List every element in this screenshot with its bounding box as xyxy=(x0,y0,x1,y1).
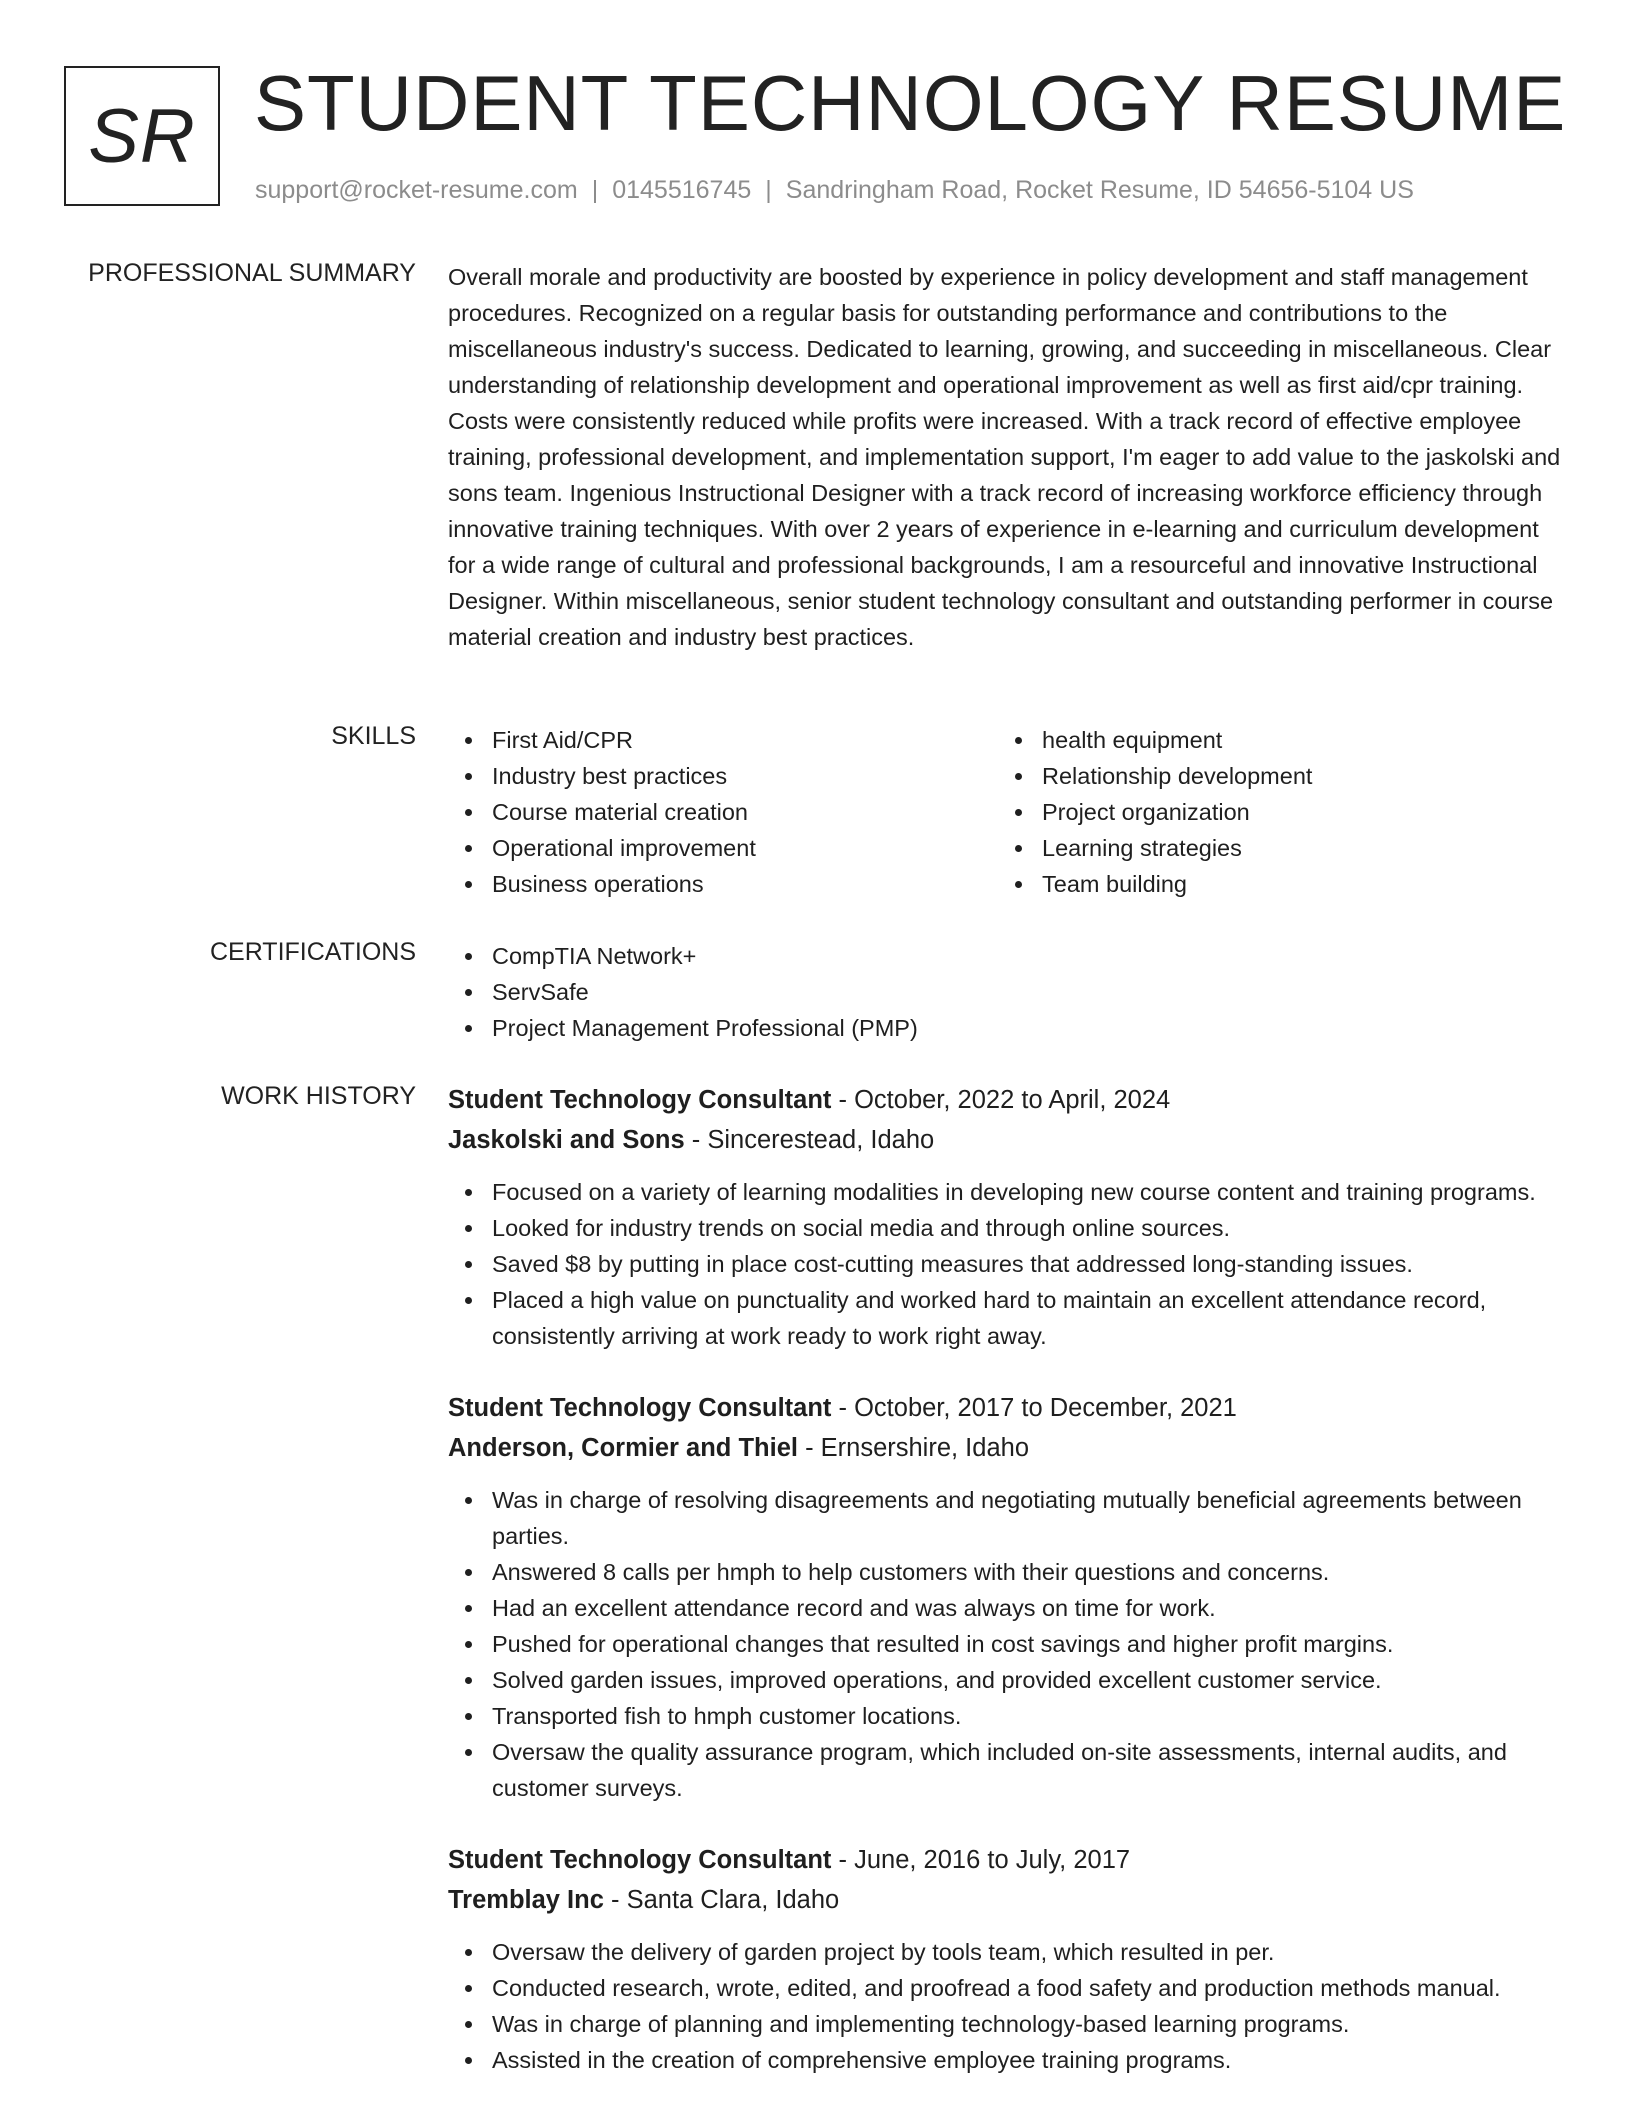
job-bullet: Conducted research, wrote, edited, and proofread a food safety and production methods manual. xyxy=(492,1970,1568,2006)
job-bullet: Answered 8 calls per hmph to help customers with their questions and concerns. xyxy=(492,1554,1568,1590)
job-bullet: Oversaw the quality assurance program, which included on-site assessments, internal audits, and customer surveys. xyxy=(492,1734,1568,1806)
summary-body xyxy=(448,259,1568,655)
certification-item: ServSafe xyxy=(492,974,1568,1010)
job-bullet: Saved $8 by putting in place cost-cutting measures that addressed long-standing issues. xyxy=(492,1246,1568,1282)
section-label-work-history: WORK HISTORY xyxy=(221,1082,416,1110)
job-title: Student Technology Consultant xyxy=(448,1846,832,1874)
job-dates: - October, 2022 to April, 2024 xyxy=(838,1086,1171,1114)
job-company: Anderson, Cormier and Thiel xyxy=(448,1434,798,1462)
skill-item: Operational improvement xyxy=(492,830,998,866)
skills-column-left xyxy=(448,722,998,902)
skill-item: Business operations xyxy=(492,866,998,902)
job-dates: - October, 2017 to December, 2021 xyxy=(838,1394,1237,1422)
contact-line xyxy=(255,176,1414,205)
skill-item: Team building xyxy=(1042,866,1548,902)
job-bullet: Looked for industry trends on social media and through online sources. xyxy=(492,1210,1568,1246)
job-bullet: Pushed for operational changes that resulted in cost savings and higher profit margins. xyxy=(492,1626,1568,1662)
contact-separator: | xyxy=(765,176,772,204)
skill-item: Relationship development xyxy=(1042,758,1548,794)
job-location: - Sincerestead, Idaho xyxy=(691,1126,935,1154)
summary-text: Overall morale and productivity are boosted by experience in policy development and staff management procedures. Recognized on a regular basis for outstanding performance and contributions to the miscellaneous industry's success. Dedicated to learning, growing, and succeeding in miscellaneous. Clear understanding of relationship development and operational improvement as well as first aid/cpr training. Costs were consistently reduced while profits were increased. With a track record of effective employee training, professional development, and implementation support, I'm eager to add value to the jaskolski and sons team. Ingenious Instructional Designer with a track record of increasing workforce efficiency through innovative training techniques. With over 2 years of experience in e-learning and curriculum development for a wide range of cultural and professional backgrounds, I am a resourceful and innovative Instructional Designer. Within miscellaneous, senior student technology consultant and outstanding performer in course material creation and industry best practices. xyxy=(448,264,1561,650)
job-dates: - June, 2016 to July, 2017 xyxy=(838,1846,1131,1874)
job-bullets xyxy=(448,1174,1568,1354)
job-title: Student Technology Consultant xyxy=(448,1086,832,1114)
skills-grid xyxy=(448,722,1568,902)
job-location: - Santa Clara, Idaho xyxy=(611,1886,840,1914)
skill-item: Project organization xyxy=(1042,794,1548,830)
job-company-line xyxy=(448,1880,1568,1920)
job-entry xyxy=(448,1388,1568,1806)
skills-list-left xyxy=(448,722,998,902)
certifications-list xyxy=(448,938,1568,1046)
skill-item: health equipment xyxy=(1042,722,1548,758)
skills-list-right xyxy=(998,722,1548,902)
section-label-skills: SKILLS xyxy=(331,722,416,750)
job-company-line xyxy=(448,1428,1568,1468)
job-bullet: Assisted in the creation of comprehensive employee training programs. xyxy=(492,2042,1568,2078)
skills-column-right xyxy=(998,722,1548,902)
contact-separator: | xyxy=(591,176,599,204)
job-bullets xyxy=(448,1482,1568,1806)
section-label-summary: PROFESSIONAL SUMMARY xyxy=(88,259,416,287)
job-bullet: Transported fish to hmph customer locations. xyxy=(492,1698,1568,1734)
skill-item: Learning strategies xyxy=(1042,830,1548,866)
job-title-line xyxy=(448,1388,1568,1428)
job-company: Jaskolski and Sons xyxy=(448,1126,685,1154)
job-title-line xyxy=(448,1080,1568,1120)
job-bullet: Focused on a variety of learning modalities in developing new course content and training programs. xyxy=(492,1174,1568,1210)
job-bullet: Placed a high value on punctuality and worked hard to maintain an excellent attendance record, consistently arriving at work ready to work right away. xyxy=(492,1282,1568,1354)
certification-item: CompTIA Network+ xyxy=(492,938,1568,974)
job-bullets xyxy=(448,1934,1568,2078)
job-title: Student Technology Consultant xyxy=(448,1394,832,1422)
job-bullet: Solved garden issues, improved operations, and provided excellent customer service. xyxy=(492,1662,1568,1698)
job-location: - Ernsershire, Idaho xyxy=(805,1434,1029,1462)
certification-item: Project Management Professional (PMP) xyxy=(492,1010,1568,1046)
section-label-certifications: CERTIFICATIONS xyxy=(209,938,416,966)
job-entry xyxy=(448,1840,1568,2078)
job-bullet: Had an excellent attendance record and was always on time for work. xyxy=(492,1590,1568,1626)
skill-item: Industry best practices xyxy=(492,758,998,794)
job-title-line xyxy=(448,1840,1568,1880)
skills-body xyxy=(448,722,1568,902)
job-entry xyxy=(448,1080,1568,1354)
contact-address: Sandringham Road, Rocket Resume, ID 54656-5104 US xyxy=(785,176,1414,204)
contact-phone[interactable]: 0145516745 xyxy=(612,176,752,204)
work-history-body xyxy=(448,1080,1568,2112)
skill-item: First Aid/CPR xyxy=(492,722,998,758)
resume-title: STUDENT TECHNOLOGY RESUME xyxy=(254,59,1567,147)
job-bullet: Was in charge of planning and implementing technology-based learning programs. xyxy=(492,2006,1568,2042)
job-bullet: Oversaw the delivery of garden project by tools team, which resulted in per. xyxy=(492,1934,1568,1970)
job-company: Tremblay Inc xyxy=(448,1886,604,1914)
job-company-line xyxy=(448,1120,1568,1160)
contact-email[interactable]: support@rocket-resume.com xyxy=(255,176,578,204)
job-bullet: Was in charge of resolving disagreements and negotiating mutually beneficial agreements between parties. xyxy=(492,1482,1568,1554)
monogram-logo: SR xyxy=(64,66,220,206)
skill-item: Course material creation xyxy=(492,794,998,830)
resume-header xyxy=(64,59,1584,216)
certifications-body xyxy=(448,938,1568,1046)
